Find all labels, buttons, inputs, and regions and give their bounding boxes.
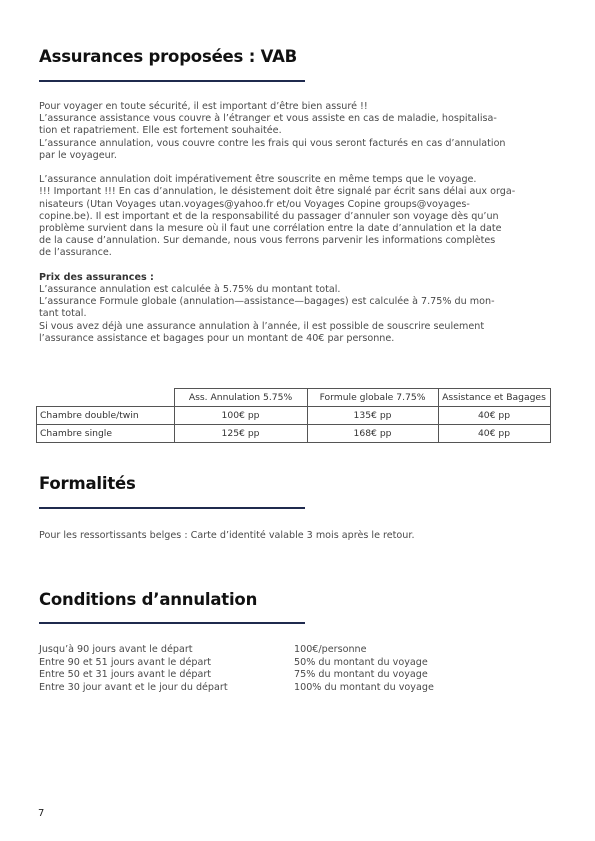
insurance-p2-line: copine.be). Il est important et de la responsabilité du passager d’annuler son voyage dès qu’un [39, 210, 499, 222]
insurance-body [39, 101, 559, 345]
table-header: Assistance et Bagages [438, 389, 550, 407]
table-header: Formule globale 7.75% [307, 389, 438, 407]
table-row [37, 407, 551, 425]
insurance-p2-line: de la cause d’annulation. Sur demande, nous vous ferrons parvenir les informations complètes [39, 235, 496, 247]
list-item [39, 682, 434, 695]
insurance-p2-line: L’assurance annulation doit impérativement être souscrite en même temps que le voyage. [39, 174, 477, 186]
table-cell: 100€ pp [174, 407, 307, 425]
table-header-row [37, 389, 551, 407]
table-cell: 40€ pp [438, 425, 550, 443]
insurance-price-table [36, 388, 551, 443]
insurance-p3-line: l’assurance assistance et bagages pour un montant de 40€ par personne. [39, 332, 395, 344]
insurance-p1-line: tion et rapatriement. Elle est fortement souhaitée. [39, 125, 282, 137]
cancellation-period: Jusqu’à 90 jours avant le départ [39, 644, 193, 655]
cancellation-fee: 100% du montant du voyage [294, 681, 434, 693]
table-row-label: Chambre double/twin [37, 407, 175, 425]
formalities-title: Formalités [39, 474, 136, 493]
insurance-p3-line: L’assurance annulation est calculée à 5.75% du montant total. [39, 284, 341, 296]
cancellation-period: Entre 90 et 51 jours avant le départ [39, 656, 212, 668]
cancellation-list [39, 644, 434, 694]
insurance-p1-line: L’assurance assistance vous couvre à l’étranger et vous assiste en cas de maladie, hospitalisa- [39, 113, 497, 125]
formalities-text: Pour les ressortissants belges : Carte d’identité valable 3 mois après le retour. [39, 530, 415, 541]
cancellation-title-rule [39, 622, 305, 624]
insurance-p2-line: de l’assurance. [39, 247, 112, 259]
list-item [39, 657, 434, 670]
list-item [39, 644, 434, 657]
insurance-p2-line: nisateurs (Utan Voyages utan.voyages@yahoo.fr et/ou Voyages Copine groups@voyages- [39, 198, 470, 210]
table-cell: 125€ pp [174, 425, 307, 443]
insurance-p3-line: tant total. [39, 308, 87, 320]
insurance-title-rule [39, 80, 305, 82]
list-item [39, 669, 434, 682]
insurance-p3-line: L’assurance Formule globale (annulation—assistance—bagages) est calculée à 7.75% du mon- [39, 296, 495, 308]
insurance-title: Assurances proposées : VAB [39, 47, 298, 66]
prices-heading: Prix des assurances : [39, 271, 154, 283]
table-cell: 135€ pp [307, 407, 438, 425]
insurance-p1-line: par le voyageur. [39, 149, 117, 161]
table-header: Ass. Annulation 5.75% [174, 389, 307, 407]
insurance-p3-line: Si vous avez déjà une assurance annulation à l’année, il est possible de souscrire seulement [39, 320, 485, 332]
table-row-label: Chambre single [37, 425, 175, 443]
page-number: 7 [38, 808, 45, 819]
table-corner-cell [37, 389, 175, 407]
formalities-body [39, 530, 559, 542]
cancellation-fee: 50% du montant du voyage [294, 656, 428, 668]
cancellation-period: Entre 50 et 31 jours avant le départ [39, 669, 212, 681]
cancellation-title: Conditions d’annulation [39, 590, 258, 609]
table-cell: 168€ pp [307, 425, 438, 443]
formalities-title-rule [39, 507, 305, 509]
cancellation-period: Entre 30 jour avant et le jour du départ [39, 681, 228, 693]
cancellation-fee: 75% du montant du voyage [294, 669, 428, 681]
table-row [37, 425, 551, 443]
table-cell: 40€ pp [438, 407, 550, 425]
insurance-p1-line: Pour voyager en toute sécurité, il est important d’être bien assuré !! [39, 101, 368, 112]
insurance-p1-line: L’assurance annulation, vous couvre contre les frais qui vous seront facturés en cas d’annulation [39, 137, 506, 149]
insurance-p2-line: problème survient dans la mesure où il faut une corrélation entre la date d’annulation et la date [39, 223, 502, 235]
insurance-p2-line: !!! Important !!! En cas d’annulation, le désistement doit être signalé par écrit sans délai aux orga- [39, 186, 516, 198]
cancellation-fee: 100€/personne [294, 644, 367, 655]
